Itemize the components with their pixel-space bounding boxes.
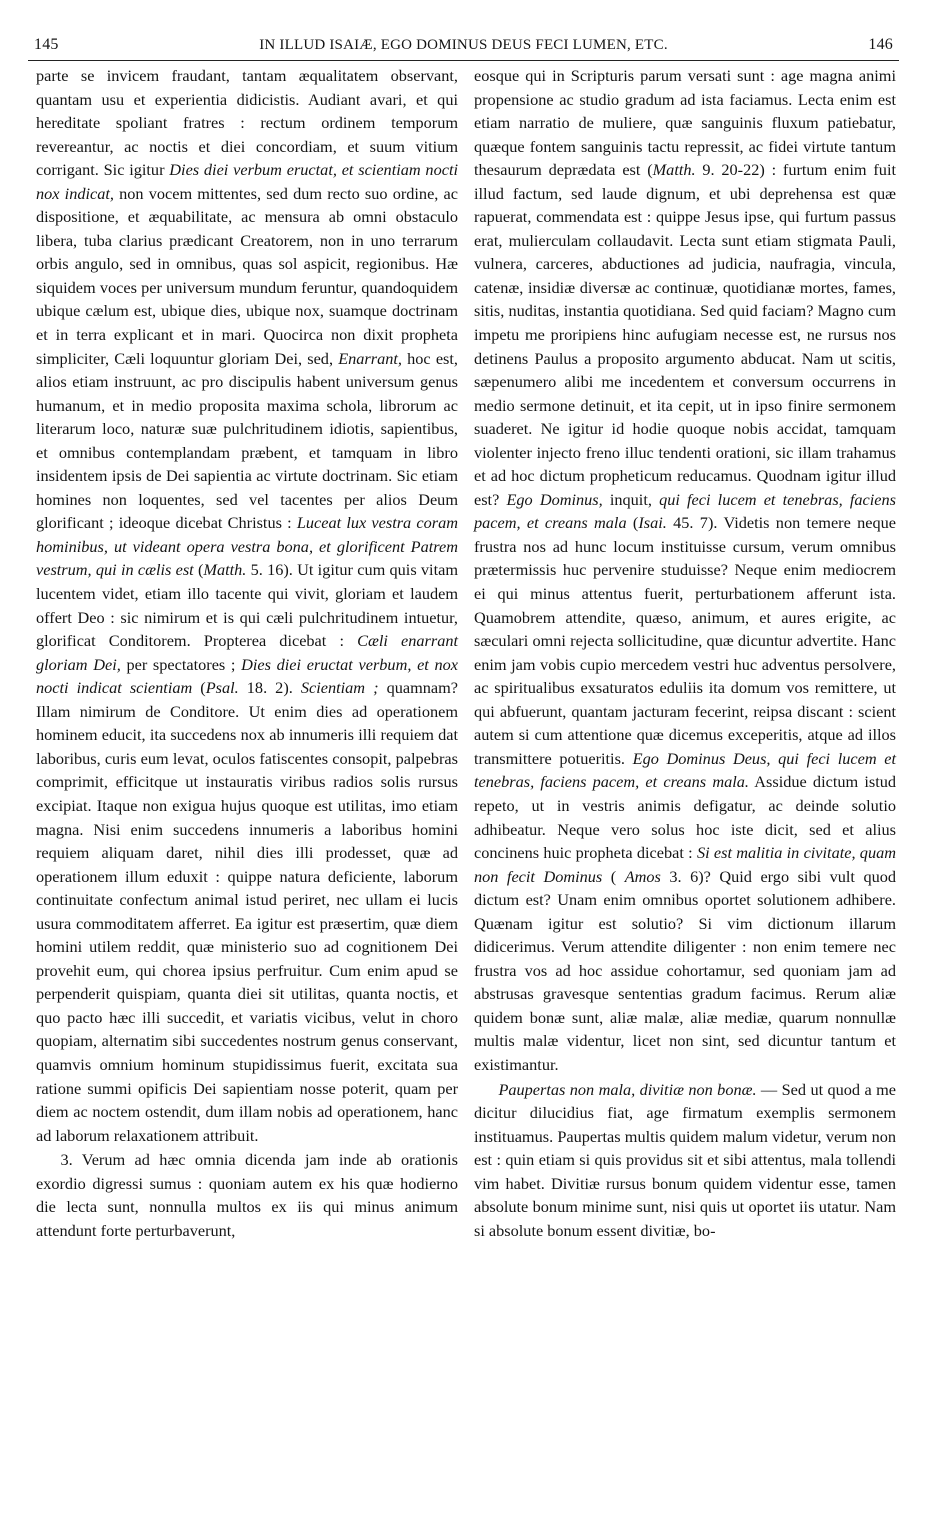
text-run: per spectatores ; <box>120 654 242 674</box>
italic-quote: Ego Dominus Deus, qui feci lucem et tenebras, faciens pacem, et creans mala. <box>474 748 896 792</box>
text-run: ( <box>193 560 204 580</box>
text-run: quamnam? Illam nimirum de Conditore. Ut enim dies ad operationem hominem educit, ita succedens nox ab innumeris illi requiem dat laboribus, curis eum levat, oculos fatiscentes consopit, palpebras comprimit, efficitque ut instauratis viribus radios solis rursus excipiat. Itaque non exigua hujus quoque est utilitas, imo etiam magna. Nisi enim succedens innumeris a laboribus homini requiem aliquam daret, nihil dies illi prodesset, quæ ad operationem illum eduxit : quippe natura deficiente, laborum continuitate confectum animal istud periret, nec ullam ei lucis usura commoditatem afferret. Ea igitur est præsertim, quæ diem homini utilem reddit, quæ ministerio suo ad cognitionem Dei provehit eum, qui chorea ipsius perfruitur. Cum enim apud se perpenderit quispiam, quanta diei sit utilitas, quanta noctis, et quo pacto hæc illi succedit, et variatis vicibus, velut in choro quopiam, alternatim sibi succedentes nostrum genus conservant, quamvis omnium hominum stupidissimus fuerit, excitata sua ratione summi opificis Dei sapientiam nosse poterit, quam per diem ac noctem ostendit, dum illam nobis ad operationem, hanc ad laborum relaxationem attribuit. <box>36 678 458 1145</box>
italic-quote: qui feci lucem et tenebras, faciens pacem, et creans mala <box>474 489 896 533</box>
text-run: inquit, <box>602 489 660 509</box>
running-title: IN ILLUD ISAIÆ, EGO DOMINUS DEUS FECI LUMEN, ETC. <box>259 37 668 53</box>
text-run: ( <box>192 678 206 698</box>
citation-ref: Psal. <box>205 678 239 698</box>
text-run: hoc est, alios etiam instruunt, ac pro discipulis habent universum genus humanum, et in medio proposita maxima schola, librorum ac literarum loco, naturæ suæ pulchritudinem idiotis, sapientibus, et omnibus contemplandam præbent, et tamquam in libro insidentem ipsis de Dei sapientia ac virtute doctrinam. Sic etiam homines non loquentes, sed vel tacentes per alios Deum glorificant ; ideoque dicebat Christus : <box>36 348 458 533</box>
italic-quote: Luceat lux vestra coram hominibus, ut videant opera vestra bona, et glorificent Patrem vestrum, qui in cælis est <box>36 513 458 580</box>
italic-quote: Si est malitia in civitate, quam non fecit Dominus <box>474 843 896 886</box>
citation-ref: Matth. <box>203 560 247 580</box>
text-run: — Sed ut quod a me dicitur dilucidius fiat, age firmatum exemplis sermonem instituamus. Paupertas multis quidem malum videtur, verum non est : quin etiam si quis providus sit et sibi attentus, mala tollendi vim habet. Divitiæ rursus bonum quidem videntur esse, tamen absolute bonum minime sunt, nisi quis ut oportet iis utatur. Nam si absolute bonum essent divitiæ, bo- <box>474 1079 896 1240</box>
page-number-right: 146 <box>868 36 893 53</box>
italic-quote: Ego Dominus, <box>506 489 603 509</box>
page-number-left: 145 <box>34 36 59 53</box>
text-run: Assidue dictum istud repeto, ut in vestris animis defigatur, ac deinde solutio adhibeatur. Neque vero solus hoc iste dicit, sed et alius concinens huic propheta dicebat : <box>474 772 897 863</box>
right-paragraph-1 <box>474 64 896 1077</box>
italic-quote: Cæli enarrant gloriam Dei, <box>36 631 458 674</box>
text-run: 18. 2). <box>238 678 301 698</box>
italic-quote: Scientiam ; <box>300 678 379 698</box>
text-run: 9. 20-22) : furtum enim fuit illud factum, sed laude dignum, et ubi deprehensa est quæ rapuerat, commendata est : quippe Jesus ipse, qui furtum passus erat, mulierculam collaudavit. Lecta sunt etiam stigmata Pauli, vulnera, carceres, abductiones ad judicia, naufragia, vincula, catenæ, insidiæ diversæ ac continuæ, quotidianæ mortes, fames, sitis, nuditas, instantia quotidiana. Sed quid faciam? Magno cum impetu me proripiens hinc aufugiam necesse est, ne rursus nos detinens Paulus a proposito argumento abducat. Nam ut scitis, sæpenumero alibi me incedentem et conversum occurrens in medio sermone detinuit, et ita cepit, ut in ipso finire sermonem suaderet. Ne igitur id hodie quoque nobis accidat, tamquam violenter injecto freno illuc tendenti orationi, sic illam trahamus et ad hoc dictum propheticum reducamus. Quodnam igitur illud est? <box>474 160 896 509</box>
text-run: eosque qui in Scripturis parum versati sunt : age magna animi propensione ac studio gradum ad ista faciamus. Lecta enim est etiam narratio de muliere, quæ sanguinis fluxum patiebatur, quæque fontem sanguinis tactu repressit, ac fidei virtute tantum thesaurum deprædata est ( <box>474 66 896 180</box>
running-header <box>28 26 899 61</box>
right-column <box>474 64 896 1242</box>
italic-quote: Dies diei eructat verbum, et nox nocti indicat scientiam <box>36 654 458 698</box>
text-run: ( <box>626 513 639 533</box>
text-run: non vocem mittentes, sed dum recto suo ordine, ac dispositione, et æquabilitate, ac mensura ab omni obstaculo libera, tuba clarius prædicant Creatorem, non in uno terrarum orbis angulo, sed in omnibus, quas sol aspicit, regionibus. Hæ siquidem voces per universum mundum feruntur, quandoquidem ubique cælum est, ubique dies, ubique nox, suamque doctrinam et in terra explicant et in mari. Quocirca non dixit propheta simpliciter, Cæli loquuntur gloriam Dei, sed, <box>36 183 458 368</box>
citation-ref: Isai. <box>638 513 667 533</box>
section-heading: Paupertas non mala, divitiæ non bonæ. <box>498 1079 757 1099</box>
citation-ref: Amos <box>624 866 661 886</box>
left-paragraph-1 <box>36 64 458 1147</box>
text-run: 5. 16). Ut igitur cum quis vitam lucentem videt, etiam illo tacente qui vivit, gloriam et laudem offert Deo : sic nimirum et is qui cæli pulchritudinem intuetur, glorificat Conditorem. Propterea dicebat : <box>36 560 458 651</box>
left-paragraph-2: 3. Verum ad hæc omnia dicenda jam inde ab orationis exordio digressi sumus : quoniam autem ex his quæ hodierno die lecta sunt, nonnulla multos ex iis qui minus animum attendunt forte perturbaverunt, <box>36 1150 458 1240</box>
text-run: ( <box>602 866 625 886</box>
left-column <box>36 64 458 1242</box>
text-run: parte se invicem fraudant, tantam æqualitatem observant, quantam usu et experientia didicistis. Audiant avari, et qui hereditate spoliant fratres : rectum ordinem temporum revereantur, ac noctis et diei concordiam, et suum vitium corrigant. Sic igitur <box>36 66 458 180</box>
citation-ref: Matth. <box>652 160 696 180</box>
right-paragraph-2 <box>474 1078 896 1243</box>
italic-quote: Enarrant, <box>338 348 402 368</box>
text-run: 45. 7). Videtis non temere neque frustra nos ad hunc locum instituisse cursum, verum omnibus prætermissis huc pervenire studuisse? Neque enim mediocrem ei qui minus attentus fuerit, perturbationem afferunt ista. Quamobrem attendite, quæso, animum, et aures erigite, ac sæculari omni rejecta sollicitudine, quæ dicuntur advertite. Hanc enim jam vobis cupio mercedem vestri huc adventus persolvere, ac spiritualibus exsaturatos eduliis ita domum vos remittere, ut qui abfuerunt, quantam jacturam fecerint, reipsa discant : scient autem si cum attentione quæ dicemus exceperitis, atque ad illos transmittere potueritis. <box>474 513 897 768</box>
text-run: 3. 6)? Quid ergo sibi vult quod dictum est? Unam enim omnibus oportet solutionem adhibere. Quænam igitur est solutio? Si vim dictionum illarum didicerimus. Verum attendite diligenter : non enim temere nec frustra vos ad hoc assidue cohortamur, sed quoniam jam ad abstrusas gravesque sententias gradum facimus. Rerum aliæ quidem bonæ sunt, aliæ malæ, aliæ mediæ, quarum nonnullæ multis malæ videntur, licet non sint, sed dicuntur tantum et existimantur. <box>474 866 897 1074</box>
italic-quote: Dies diei verbum eructat, et scientiam nocti nox indicat, <box>36 160 458 203</box>
